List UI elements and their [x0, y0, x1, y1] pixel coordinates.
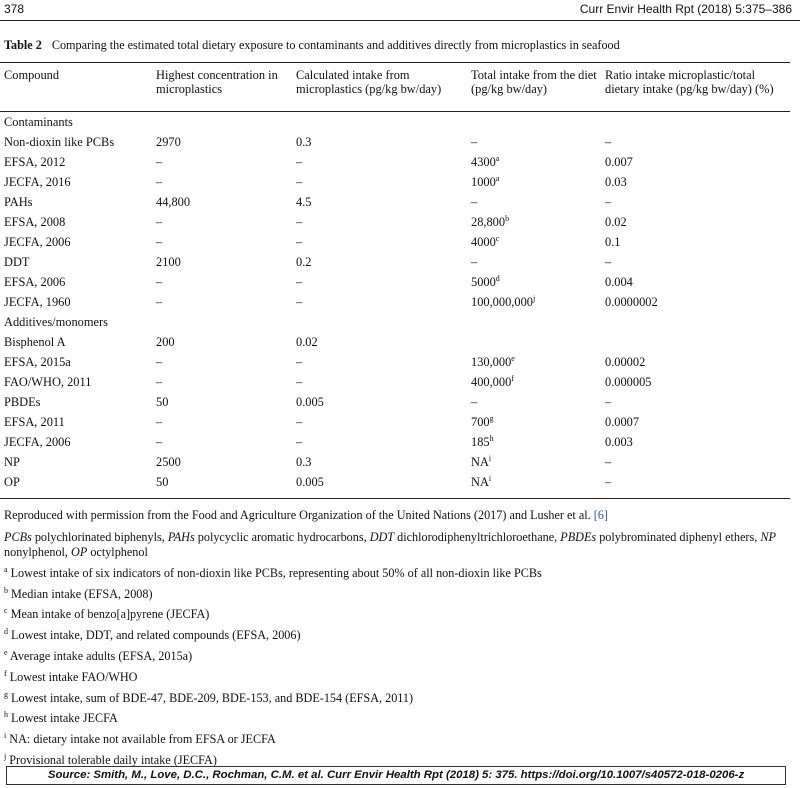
journal-reference: Curr Envir Health Rpt (2018) 5:375–386: [579, 2, 792, 16]
ratio-cell: [605, 312, 790, 332]
table-row: [4, 272, 790, 292]
ratio-cell: 0.0007: [605, 415, 640, 429]
abbreviation-definition: dichlorodiphenyltrichloroethane,: [394, 530, 561, 544]
footnote: [4, 628, 794, 643]
reference-link[interactable]: [6]: [593, 508, 608, 522]
table-top-rule: [0, 62, 790, 63]
footnote: [4, 670, 794, 685]
concentration-cell: –: [156, 375, 163, 389]
calculated-intake-cell: –: [296, 175, 303, 189]
footnote-marker: j: [532, 293, 536, 303]
footnote: [4, 711, 794, 726]
concentration-cell: 2500: [156, 455, 181, 469]
calculated-intake-cell: –: [296, 155, 303, 169]
concentration-cell: –: [156, 295, 163, 309]
ratio-cell: –: [605, 395, 612, 409]
calculated-intake-cell: –: [296, 295, 303, 309]
concentration-cell: 200: [156, 335, 175, 349]
calculated-intake-cell: –: [296, 435, 303, 449]
footnote-text: Provisional tolerable daily intake (JECFA): [6, 752, 217, 767]
compound-cell: NP: [4, 455, 20, 469]
total-intake-cell: 100,000,000$^j$: [471, 293, 536, 309]
total-intake-cell: –: [471, 195, 478, 209]
concentration-cell: –: [156, 275, 163, 289]
compound-cell: Non-dioxin like PCBs: [4, 135, 115, 149]
table-section-row: [4, 312, 790, 332]
footnote-text: Lowest intake, DDT, and related compounds (EFSA, 2006): [8, 628, 301, 643]
data-table: [4, 68, 790, 492]
concentration-cell: 44,800: [156, 195, 191, 209]
compound-cell: EFSA, 2006: [4, 275, 66, 289]
calculated-intake-cell: [296, 312, 471, 332]
abbreviation-term: NP: [760, 530, 776, 544]
compound-cell: OP: [4, 475, 20, 489]
table-row: [4, 192, 790, 212]
total-intake-cell: [471, 312, 605, 332]
total-intake-cell: –: [471, 395, 478, 409]
compound-cell: JECFA, 1960: [4, 295, 71, 309]
ratio-cell: 0.004: [605, 275, 633, 289]
footnote: [4, 732, 794, 747]
calculated-intake-cell: 4.5: [296, 195, 312, 209]
ratio-cell: 0.1: [605, 235, 621, 249]
column-header-compound: Compound: [4, 68, 60, 82]
total-intake-cell: $NA^i$: [471, 473, 492, 489]
footnote: [4, 649, 794, 664]
total-intake-cell: [471, 112, 605, 132]
footnote-marker: c: [495, 233, 500, 243]
footnote-mark: g: [4, 689, 8, 699]
ratio-cell: –: [605, 255, 612, 269]
abbreviation-term: DDT: [369, 530, 395, 544]
compound-cell: JECFA, 2006: [4, 235, 71, 249]
compound-cell: FAO/WHO, 2011: [4, 375, 92, 389]
total-intake-cell: 4000$^c$: [471, 233, 500, 249]
compound-cell: EFSA, 2015a: [4, 355, 71, 369]
ratio-cell: 0.02: [605, 215, 627, 229]
concentration-cell: –: [156, 355, 163, 369]
ratio-cell: –: [605, 195, 612, 209]
ratio-cell: 0.00002: [605, 355, 646, 369]
source-citation: Source: Smith, M., Love, D.C., Rochman, C.M. et al. Curr Envir Health Rpt (2018) 5: 375. https://doi.org/10.1007/s40572-018-0206-z: [6, 766, 786, 785]
ratio-cell: [605, 332, 790, 352]
footnote-mark: e: [4, 647, 8, 657]
compound-cell: PAHs: [4, 195, 33, 209]
total-intake-cell: 700$^g$: [471, 413, 494, 429]
table-row: [4, 252, 790, 272]
total-intake-cell: –: [471, 255, 478, 269]
table-row: [4, 392, 790, 412]
total-intake-cell: [471, 332, 605, 352]
footnote-mark: j: [4, 751, 7, 761]
total-intake-cell: 4300$^a$: [471, 153, 500, 169]
ratio-cell: –: [605, 475, 612, 489]
concentration-cell: 50: [156, 475, 169, 489]
ratio-cell: [605, 112, 790, 132]
column-header-concentration: Highest concentration in microplastics: [156, 68, 278, 96]
footnote-marker: b: [505, 213, 510, 223]
table-title: Comparing the estimated total dietary exposure to contaminants and additives directly from microplastics in seafood: [51, 38, 620, 52]
ratio-cell: 0.03: [605, 175, 627, 189]
total-intake-cell: 130,000e: [471, 353, 515, 369]
calculated-intake-cell: –: [296, 355, 303, 369]
abbreviations-note: [4, 530, 794, 560]
calculated-intake-cell: –: [296, 275, 303, 289]
footnote-text: Average intake adults (EFSA, 2015a): [7, 648, 193, 663]
ratio-cell: –: [605, 455, 612, 469]
table-label: Table 2: [4, 38, 42, 52]
ratio-cell: 0.007: [605, 155, 633, 169]
footnote-marker: i: [488, 453, 492, 463]
footnote-text: Median intake (EFSA, 2008): [8, 586, 153, 601]
concentration-cell: [156, 312, 296, 332]
abbreviation-term: PAHs: [167, 530, 195, 544]
table-row: [4, 432, 790, 452]
compound-cell: DDT: [4, 255, 30, 269]
compound-cell: EFSA, 2008: [4, 215, 66, 229]
footnote-marker: d: [495, 273, 500, 283]
table-notes: [4, 508, 794, 768]
total-intake-cell: $NA^i$: [471, 453, 492, 469]
concentration-cell: 50: [156, 395, 169, 409]
footnote-marker: a: [495, 153, 500, 163]
abbreviation-term: PCBs: [4, 530, 32, 544]
footnote-mark: d: [4, 627, 8, 637]
table-row: [4, 352, 790, 372]
table-row: [4, 372, 790, 392]
footnote-marker: e: [511, 353, 515, 363]
calculated-intake-cell: 0.005: [296, 475, 324, 489]
table-row: [4, 292, 790, 312]
table-row: [4, 472, 790, 492]
footnote-mark: i: [4, 731, 7, 741]
calculated-intake-cell: 0.02: [296, 335, 318, 349]
header-rule: [0, 20, 800, 21]
total-intake-cell: 185$^h$: [471, 433, 494, 449]
total-intake-cell: 5000$^d$: [471, 273, 500, 289]
calculated-intake-cell: [296, 112, 471, 132]
footnote: [4, 566, 794, 581]
concentration-cell: –: [156, 235, 163, 249]
table-row: [4, 132, 790, 152]
total-intake-cell: 1000$^a$: [471, 173, 500, 189]
footnote-mark: c: [4, 606, 8, 616]
table-row: [4, 332, 790, 352]
abbreviation-definition: polybrominated diphenyl ethers,: [596, 530, 761, 544]
footnote-text: Lowest intake FAO/WHO: [6, 669, 138, 684]
footnote-marker: f: [511, 373, 514, 383]
calculated-intake-cell: –: [296, 415, 303, 429]
table-row: [4, 152, 790, 172]
abbreviation-definition: octylphenol: [87, 545, 148, 559]
table-row: [4, 452, 790, 472]
page-header: [4, 2, 792, 18]
calculated-intake-cell: 0.3: [296, 135, 312, 149]
footnote-mark: a: [4, 564, 8, 574]
table-row: [4, 212, 790, 232]
total-intake-cell: –: [471, 135, 478, 149]
footnote-mark: h: [4, 710, 8, 720]
concentration-cell: –: [156, 215, 163, 229]
footnote-marker: h: [489, 433, 494, 443]
calculated-intake-cell: –: [296, 235, 303, 249]
table-bottom-rule: [0, 498, 790, 499]
footnote-text: Mean intake of benzo[a]pyrene (JECFA): [7, 607, 210, 622]
footnote-text: Lowest intake of six indicators of non-dioxin like PCBs, representing about 50% of all non-dioxin like PCBs: [7, 565, 542, 580]
compound-cell: JECFA, 2006: [4, 435, 71, 449]
table-row: [4, 412, 790, 432]
abbreviation-term: OP: [71, 545, 88, 559]
total-intake-cell: 400,000$^f$: [471, 373, 514, 389]
calculated-intake-cell: –: [296, 215, 303, 229]
calculated-intake-cell: 0.005: [296, 395, 324, 409]
ratio-cell: –: [605, 135, 612, 149]
footnote-marker: g: [489, 413, 494, 423]
concentration-cell: –: [156, 415, 163, 429]
ratio-cell: 0.0000002: [605, 295, 658, 309]
compound-cell: JECFA, 2016: [4, 175, 71, 189]
table-row: [4, 172, 790, 192]
abbreviation-term: PBDEs: [560, 530, 597, 544]
footnote-text: NA: dietary intake not available from EFSA or JECFA: [6, 732, 276, 747]
table-section-row: [4, 112, 790, 132]
calculated-intake-cell: 0.3: [296, 455, 312, 469]
compound-cell: EFSA, 2011: [4, 415, 65, 429]
footnote-mark: b: [4, 585, 8, 595]
calculated-intake-cell: 0.2: [296, 255, 312, 269]
abbreviation-definition: polycyclic aromatic hydrocarbons,: [194, 530, 370, 544]
total-intake-cell: 28,800$^b$: [471, 213, 510, 229]
footnote: [4, 587, 794, 602]
compound-cell: Contaminants: [4, 115, 73, 129]
concentration-cell: –: [156, 175, 163, 189]
footnote-text: Lowest intake, sum of BDE-47, BDE-209, BDE-153, and BDE-154 (EFSA, 2011): [8, 690, 414, 705]
page-number: 378: [4, 2, 25, 16]
compound-cell: EFSA, 2012: [4, 155, 66, 169]
footnote-text: Lowest intake JECFA: [8, 711, 118, 726]
concentration-cell: –: [156, 155, 163, 169]
ratio-cell: 0.003: [605, 435, 633, 449]
footnote: [4, 691, 794, 706]
concentration-cell: 2970: [156, 135, 181, 149]
footnote-list: [4, 566, 794, 768]
reproduced-note: Reproduced with permission from the Food and Agriculture Organization of the United Nations (2017) and Lusher et al. [6]: [4, 508, 608, 522]
column-header-ratio: Ratio intake microplastic/total dietary intake (pg/kg bw/day) (%): [605, 68, 774, 96]
abbreviation-definition: nonylphenol,: [4, 545, 72, 559]
compound-cell: Additives/monomers: [4, 315, 108, 329]
table-caption: [4, 38, 620, 53]
concentration-cell: 2100: [156, 255, 181, 269]
footnote-mark: f: [4, 668, 7, 678]
column-header-calculated-intake: Calculated intake from microplastics (pg/kg bw/day): [296, 68, 442, 96]
compound-cell: PBDEs: [4, 395, 41, 409]
calculated-intake-cell: –: [296, 375, 303, 389]
abbreviation-definition: polychlorinated biphenyls,: [31, 530, 168, 544]
footnote-marker: i: [488, 473, 492, 483]
column-header-total-intake: Total intake from the diet (pg/kg bw/day): [471, 68, 597, 96]
table-row: [4, 232, 790, 252]
concentration-cell: [156, 112, 296, 132]
concentration-cell: –: [156, 435, 163, 449]
table-header-row: [4, 68, 790, 112]
footnote: [4, 607, 794, 622]
ratio-cell: 0.000005: [605, 375, 652, 389]
footnote-marker: a: [495, 173, 500, 183]
compound-cell: Bisphenol A: [4, 335, 66, 349]
